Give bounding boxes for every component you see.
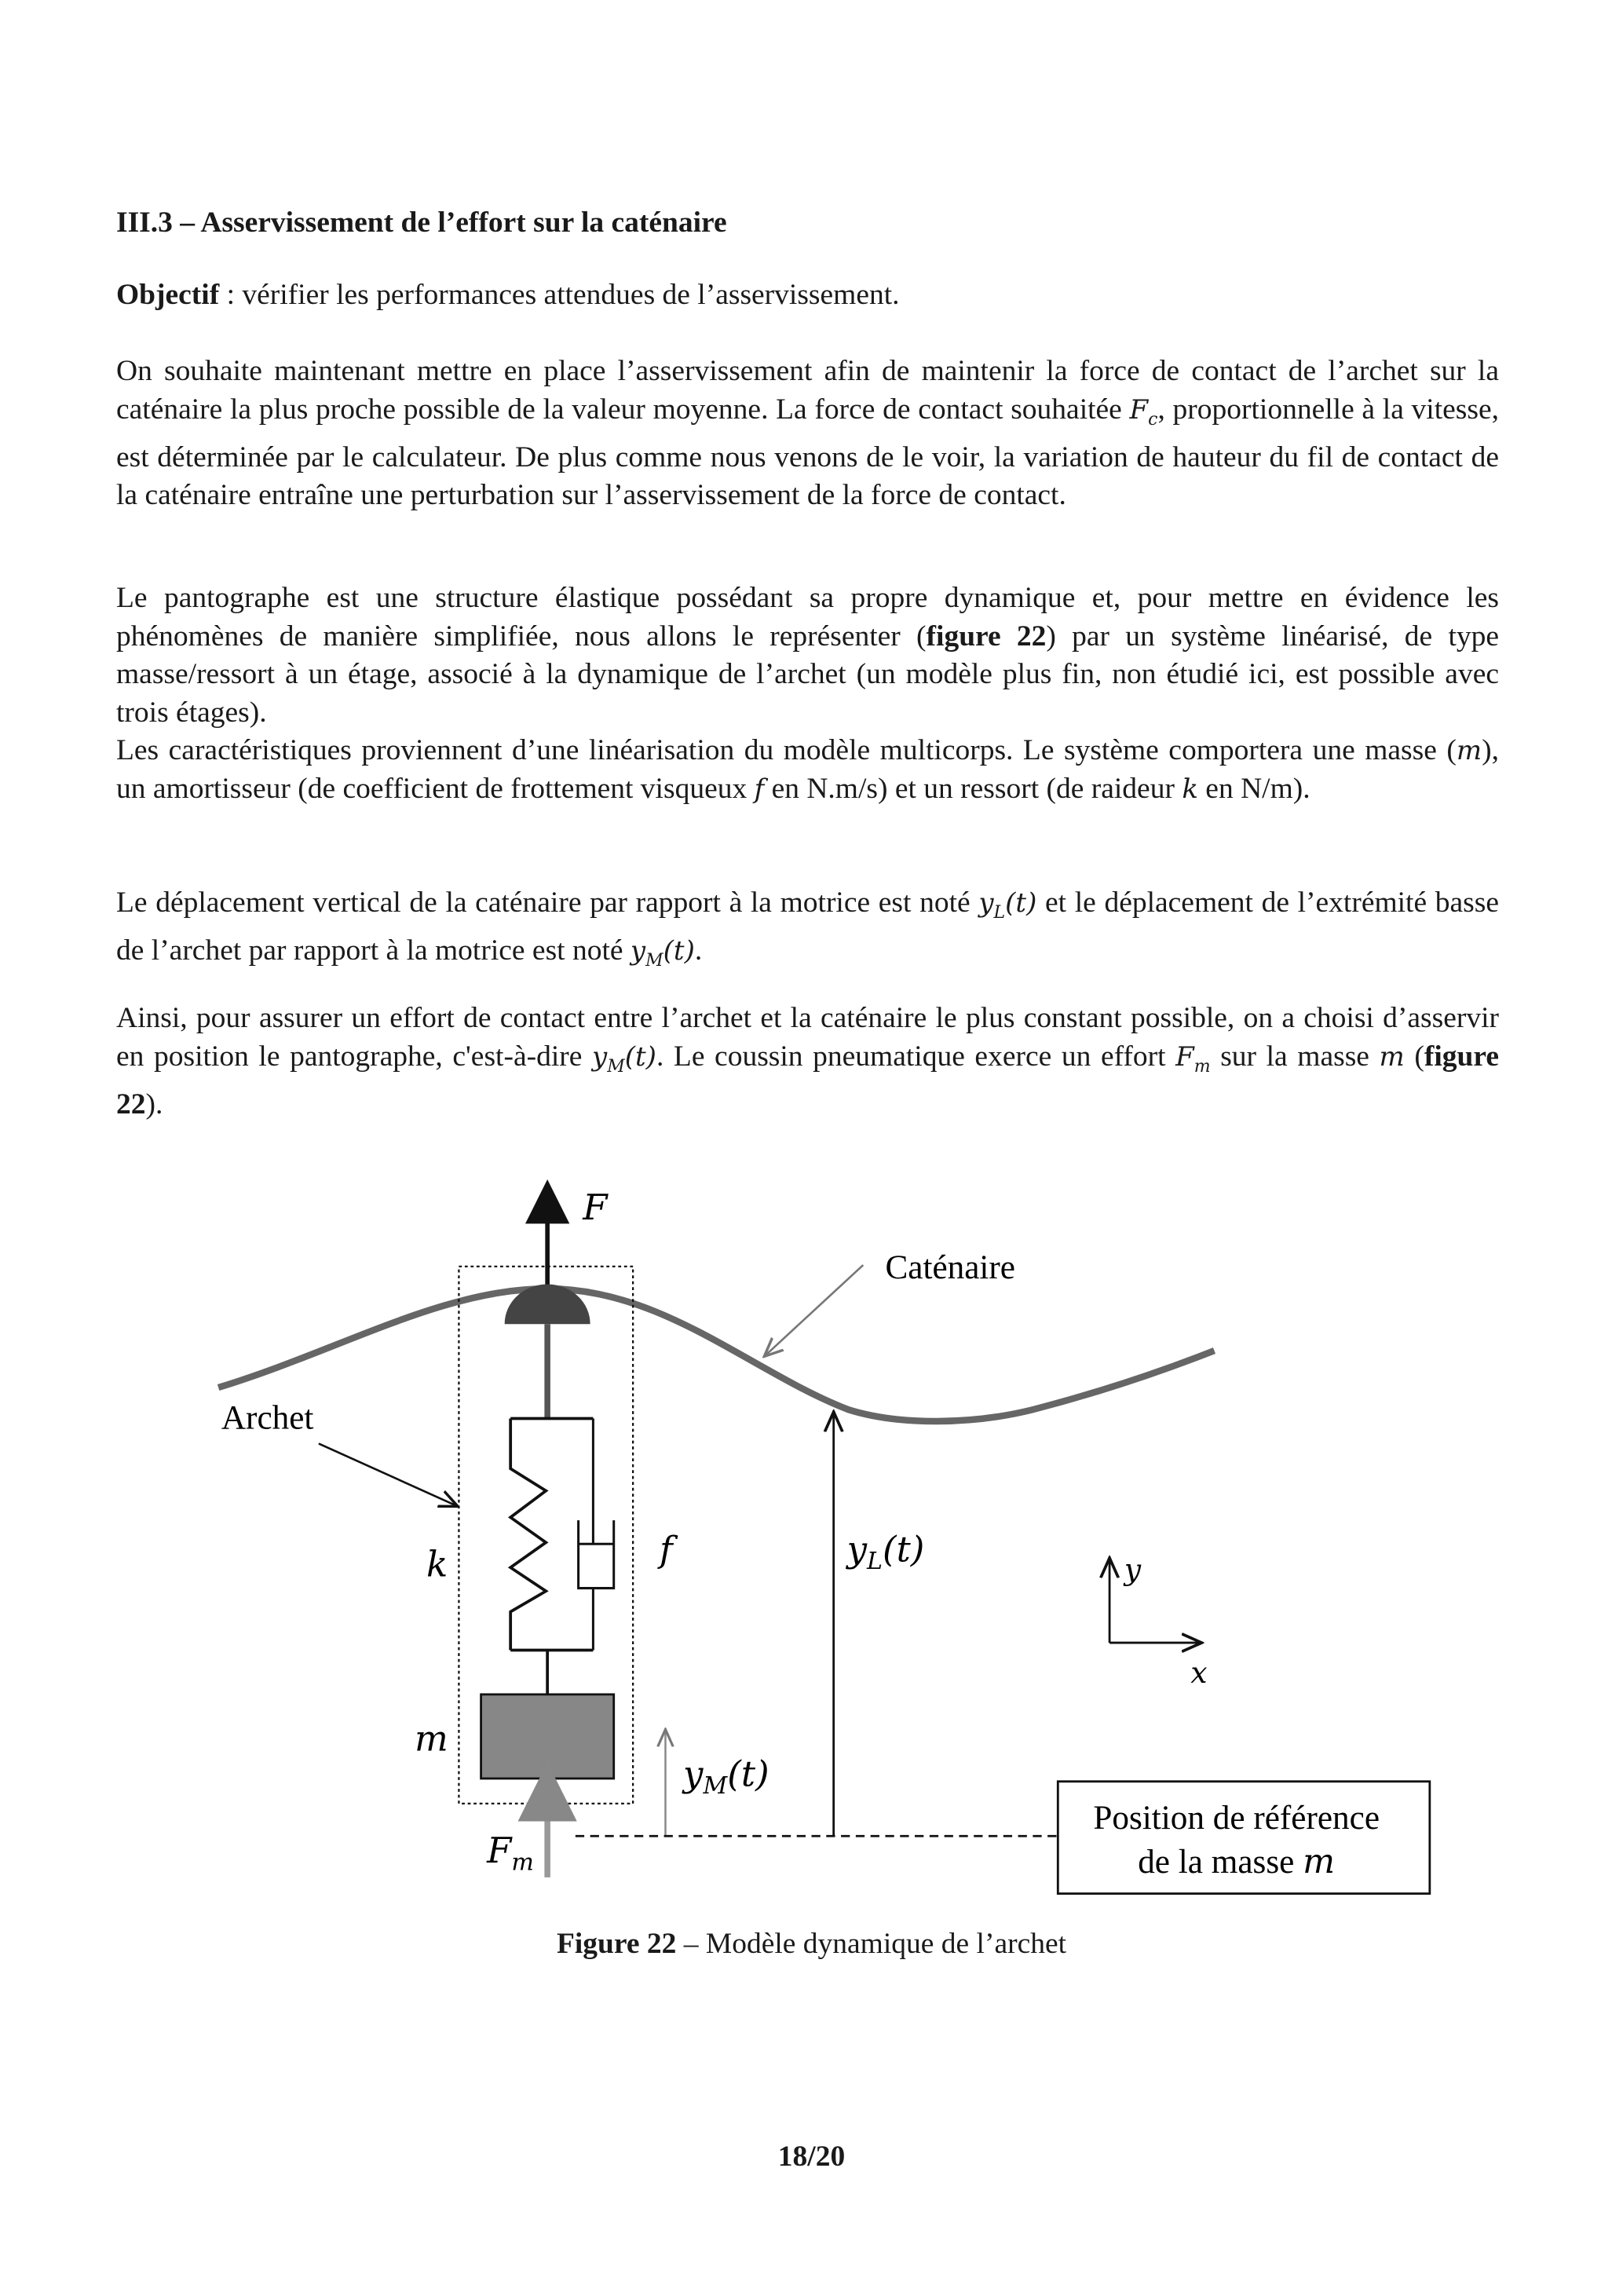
text: . Le coussin pneumatique exerce un effort bbox=[656, 1040, 1176, 1073]
text: . bbox=[694, 934, 703, 967]
math-sub: L bbox=[993, 902, 1006, 923]
math-arg: (t) bbox=[1005, 887, 1037, 919]
label-F: F bbox=[583, 1186, 608, 1228]
math-yM bbox=[630, 935, 695, 971]
math-Fc bbox=[1129, 393, 1158, 430]
paragraph-4 bbox=[116, 884, 1499, 981]
text: en N.m/s) et un ressort (de raideur bbox=[764, 772, 1183, 805]
math-base: F bbox=[1129, 393, 1149, 426]
math-m: m bbox=[1379, 1040, 1405, 1073]
paragraph-1 bbox=[116, 353, 1499, 515]
math-yM bbox=[591, 1040, 656, 1077]
text: , proportionnelle à la vitesse, est déterminée par le calculateur. De plus comme nous venons de le voir, la variation de hauteur du fil de contact de la caténaire entraîne une perturbation sur l’asservissement de la force de contact. bbox=[116, 393, 1499, 512]
text: ), un amortisseur (de coefficient de frottement visqueux bbox=[116, 734, 1499, 805]
mass-m bbox=[481, 1695, 614, 1779]
label-k: k bbox=[426, 1543, 448, 1585]
label-yL: $y_L(t)$ bbox=[846, 1528, 925, 1576]
archet-pointer-arrow bbox=[319, 1443, 456, 1505]
frame bbox=[510, 1418, 593, 1650]
text: Le pantographe est une structure élastique possédant sa propre dynamique et, pour mettre en évidence les phénomènes de manière simplifiée, nous allons le représenter ( bbox=[116, 582, 1499, 653]
math-base: y bbox=[630, 935, 646, 967]
math-f: f bbox=[754, 773, 765, 805]
objective-label: Objectif bbox=[116, 279, 220, 311]
damper-f bbox=[579, 1418, 614, 1650]
figure-ref: figure 22 bbox=[926, 620, 1047, 653]
paragraph-2 bbox=[116, 579, 1499, 732]
math-yL bbox=[978, 887, 1037, 923]
objective bbox=[116, 276, 1499, 315]
section-title: III.3 – Asservissement de l’effort sur la caténaire bbox=[116, 207, 727, 239]
caption-text: – Modèle dynamique de l’archet bbox=[676, 1928, 1067, 1960]
axis-y-label: y bbox=[1124, 1552, 1142, 1587]
label-Fm: $F_m$ bbox=[487, 1830, 534, 1877]
math-base: y bbox=[978, 887, 994, 919]
math-base: F bbox=[1175, 1040, 1194, 1073]
figure-22-diagram bbox=[0, 1151, 1623, 1978]
math-m: m bbox=[1456, 735, 1482, 766]
paragraph-5 bbox=[116, 1000, 1499, 1124]
reference-text-1: Position de référence bbox=[1093, 1798, 1380, 1837]
reference-text-2: de la masse m bbox=[1138, 1842, 1336, 1882]
text: en N/m). bbox=[1197, 772, 1310, 805]
text: sur la masse bbox=[1210, 1040, 1380, 1073]
catenary-wire bbox=[218, 1289, 1214, 1421]
math-sub: c bbox=[1148, 409, 1158, 430]
text: On souhaite maintenant mettre en place l’asservissement afin de maintenir la force de contact de l’archet sur la caténaire la plus proche possible de la valeur moyenne. La force de contact souhaitée bbox=[116, 355, 1499, 426]
text: Le déplacement vertical de la caténaire par rapport à la motrice est noté bbox=[116, 887, 979, 919]
text: Les caractéristiques proviennent d’une linéarisation du modèle multicorps. Le système comportera une masse ( bbox=[116, 734, 1457, 766]
paragraph-3 bbox=[116, 732, 1499, 808]
math-Fm bbox=[1175, 1040, 1211, 1077]
label-archet: Archet bbox=[221, 1398, 314, 1437]
math-k: k bbox=[1182, 773, 1198, 805]
math-arg: (t) bbox=[624, 1040, 656, 1073]
text: ). bbox=[145, 1088, 163, 1121]
label-m: m bbox=[415, 1717, 448, 1760]
figure-ref: figure 22 bbox=[116, 1040, 1499, 1121]
text: ) par un système linéarisé, de type masse/ressort à un étage, associé à la dynamique de l’archet (un modèle plus fin, non étudié ici, est possible avec trois étages). bbox=[116, 620, 1500, 729]
catenaire-pointer-arrow bbox=[766, 1265, 863, 1355]
caption-label: Figure 22 bbox=[556, 1928, 677, 1960]
text: ( bbox=[1404, 1040, 1424, 1073]
math-arg: (t) bbox=[663, 935, 695, 967]
math-sub: m bbox=[1193, 1056, 1211, 1077]
axis-x-label: x bbox=[1190, 1654, 1208, 1690]
math-base: y bbox=[591, 1040, 608, 1073]
figure-caption bbox=[0, 1927, 1623, 1961]
text: Ainsi, pour assurer un effort de contact entre l’archet et la caténaire le plus constant possible, on a choisi d’asservir en position le pantographe, c'est-à-dire bbox=[116, 1002, 1499, 1073]
objective-text: : vérifier les performances attendues de l’asservissement. bbox=[219, 279, 900, 311]
page-number: 18/20 bbox=[777, 2141, 846, 2173]
math-sub: M bbox=[645, 951, 663, 971]
text: et le déplacement de l’extrémité basse de l’archet par rapport à la motrice est noté bbox=[116, 887, 1499, 967]
math-sub: M bbox=[607, 1056, 625, 1077]
label-catenaire: Caténaire bbox=[885, 1248, 1015, 1286]
spring-k bbox=[510, 1418, 546, 1650]
label-f: f bbox=[659, 1528, 673, 1570]
label-yM: $y_M(t)$ bbox=[683, 1753, 769, 1800]
